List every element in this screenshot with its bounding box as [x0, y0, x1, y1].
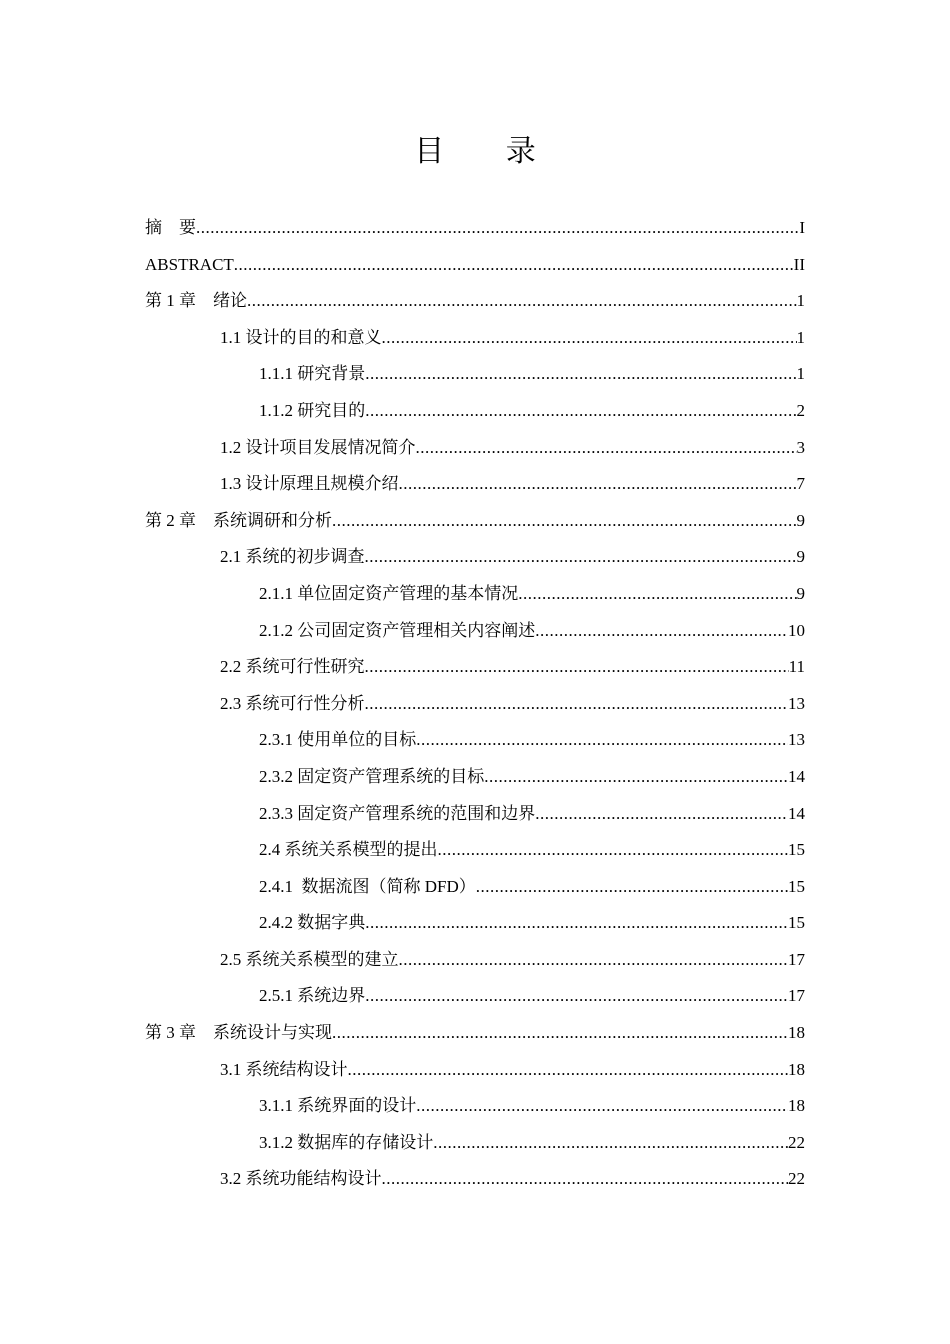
toc-entry-label: 2.5 系统关系模型的建立 — [220, 949, 399, 969]
toc-dot-leader — [365, 978, 788, 1015]
toc-dot-leader — [399, 942, 789, 979]
toc-entry-label: 3.2 系统功能结构设计 — [220, 1169, 382, 1189]
toc-entry[interactable] — [0, 832, 950, 869]
toc-entry-page-number: 18 — [788, 1096, 805, 1116]
toc-entry-label: 第 3 章 系统设计与实现 — [145, 1023, 332, 1043]
toc-entry[interactable] — [0, 722, 950, 759]
toc-dot-leader — [365, 356, 796, 393]
toc-entry-page-number: 22 — [788, 1169, 805, 1189]
toc-entry-page-number: 15 — [788, 913, 805, 933]
toc-dot-leader — [332, 1015, 788, 1052]
toc-entry[interactable] — [0, 1125, 950, 1162]
toc-dot-leader — [247, 283, 797, 320]
toc-entry-page-number: 10 — [788, 620, 805, 640]
toc-entry-page-number: 14 — [788, 803, 805, 823]
toc-entry[interactable] — [0, 796, 950, 833]
toc-dot-leader — [365, 905, 788, 942]
toc-entry[interactable] — [0, 466, 950, 503]
toc-entry-page-number: 17 — [788, 986, 805, 1006]
toc-entry[interactable] — [0, 356, 950, 393]
table-of-contents — [0, 210, 950, 1198]
toc-entry[interactable] — [0, 283, 950, 320]
toc-dot-leader — [348, 1052, 789, 1089]
toc-dot-leader — [332, 503, 797, 540]
toc-entry-page-number: 1 — [796, 364, 805, 384]
toc-entry-page-number: 9 — [796, 583, 805, 603]
toc-entry[interactable] — [0, 539, 950, 576]
toc-dot-leader — [484, 759, 788, 796]
toc-entry-label: 2.1.1 单位固定资产管理的基本情况 — [259, 583, 519, 603]
toc-entry-page-number: 13 — [788, 730, 805, 750]
toc-dot-leader — [196, 210, 799, 247]
toc-entry-label: 2.4.1 数据流图（简称 DFD） — [259, 876, 476, 896]
toc-entry[interactable] — [0, 686, 950, 723]
toc-entry-label: 2.3.1 使用单位的目标 — [259, 730, 417, 750]
toc-entry-label: 3.1 系统结构设计 — [220, 1059, 348, 1079]
toc-entry[interactable] — [0, 1015, 950, 1052]
toc-entry-page-number: I — [799, 218, 805, 237]
toc-dot-leader — [382, 1161, 789, 1198]
toc-dot-leader — [365, 649, 789, 686]
toc-entry[interactable] — [0, 1052, 950, 1089]
toc-entry-label: 3.1.1 系统界面的设计 — [259, 1096, 417, 1116]
toc-entry[interactable] — [0, 978, 950, 1015]
toc-dot-leader — [438, 832, 789, 869]
toc-title: 目 录 — [414, 134, 562, 169]
toc-dot-leader — [382, 320, 797, 357]
toc-dot-leader — [399, 466, 797, 503]
toc-entry-label: 2.4 系统关系模型的提出 — [259, 840, 438, 860]
toc-entry-label: 第 2 章 系统调研和分析 — [145, 510, 332, 530]
toc-entry-label: 2.1 系统的初步调查 — [220, 547, 365, 567]
toc-entry-label: 2.3.3 固定资产管理系统的范围和边界 — [259, 803, 536, 823]
toc-entry-page-number: 9 — [796, 510, 805, 530]
toc-entry-label: 第 1 章 绪论 — [145, 291, 247, 311]
toc-entry[interactable] — [0, 210, 950, 247]
toc-entry-label: ABSTRACT — [145, 254, 234, 274]
toc-dot-leader — [518, 576, 796, 613]
toc-entry-page-number: 17 — [788, 949, 805, 969]
toc-entry[interactable] — [0, 503, 950, 540]
toc-entry[interactable] — [0, 1088, 950, 1125]
toc-entry-page-number: 15 — [788, 840, 805, 860]
toc-entry-label: 3.1.2 数据库的存储设计 — [259, 1132, 434, 1152]
toc-dot-leader — [234, 247, 794, 284]
toc-dot-leader — [365, 393, 796, 430]
toc-entry-page-number: 7 — [796, 474, 805, 494]
toc-entry[interactable] — [0, 905, 950, 942]
toc-dot-leader — [476, 869, 788, 906]
toc-entry-page-number: 18 — [788, 1023, 805, 1043]
toc-dot-leader — [535, 613, 788, 650]
toc-entry-page-number: 1 — [796, 327, 805, 347]
toc-entry-label: 1.3 设计原理且规模介绍 — [220, 474, 399, 494]
toc-entry-label: 2.4.2 数据字典 — [259, 913, 366, 933]
toc-entry[interactable] — [0, 393, 950, 430]
toc-entry[interactable] — [0, 1161, 950, 1198]
toc-entry-label: 2.3.2 固定资产管理系统的目标 — [259, 766, 485, 786]
toc-entry[interactable] — [0, 613, 950, 650]
toc-entry[interactable] — [0, 759, 950, 796]
toc-entry-page-number: 2 — [796, 400, 805, 420]
toc-entry[interactable] — [0, 320, 950, 357]
toc-entry-page-number: 9 — [796, 547, 805, 567]
toc-entry-page-number: 13 — [788, 693, 805, 713]
toc-dot-leader — [416, 430, 797, 467]
toc-entry[interactable] — [0, 576, 950, 613]
toc-entry[interactable] — [0, 942, 950, 979]
toc-entry-page-number: 15 — [788, 876, 805, 896]
toc-dot-leader — [365, 686, 789, 723]
toc-entry-label: 1.1.2 研究目的 — [259, 400, 366, 420]
toc-dot-leader — [416, 1088, 788, 1125]
toc-entry-page-number: 1 — [796, 291, 805, 311]
toc-entry-page-number: 11 — [788, 657, 805, 677]
toc-entry-label: 摘 要 — [145, 218, 196, 237]
toc-entry-page-number: II — [793, 254, 805, 274]
toc-entry-label: 1.1 设计的目的和意义 — [220, 327, 382, 347]
toc-entry[interactable] — [0, 649, 950, 686]
toc-entry-label: 2.2 系统可行性研究 — [220, 657, 365, 677]
toc-entry[interactable] — [0, 247, 950, 284]
toc-entry-page-number: 14 — [788, 766, 805, 786]
toc-entry-label: 1.1.1 研究背景 — [259, 364, 366, 384]
toc-entry-page-number: 18 — [788, 1059, 805, 1079]
toc-dot-leader — [535, 796, 788, 833]
toc-entry-page-number: 22 — [788, 1132, 805, 1152]
toc-dot-leader — [433, 1125, 788, 1162]
toc-dot-leader — [416, 722, 788, 759]
toc-entry-label: 2.1.2 公司固定资产管理相关内容阐述 — [259, 620, 536, 640]
toc-entry-label: 2.3 系统可行性分析 — [220, 693, 365, 713]
toc-entry[interactable] — [0, 430, 950, 467]
toc-entry-label: 2.5.1 系统边界 — [259, 986, 366, 1006]
toc-dot-leader — [365, 539, 797, 576]
toc-entry-label: 1.2 设计项目发展情况简介 — [220, 437, 416, 457]
toc-entry-page-number: 3 — [796, 437, 805, 457]
toc-entry[interactable] — [0, 869, 950, 906]
